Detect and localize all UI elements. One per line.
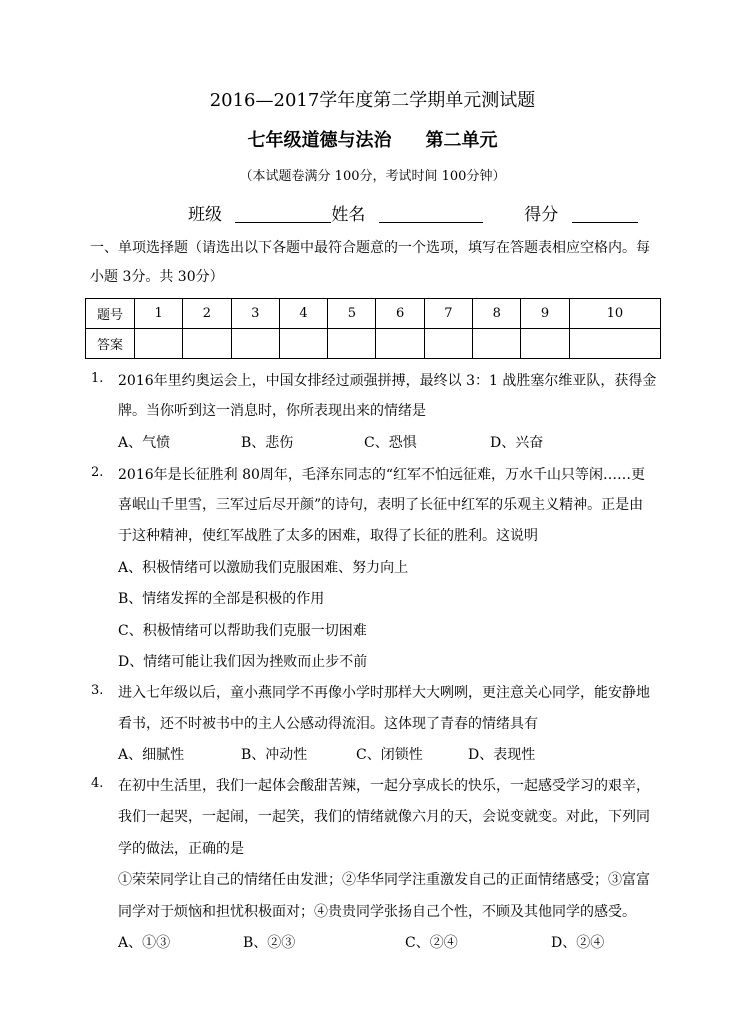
answer-cell[interactable]	[328, 329, 376, 359]
question-3-line: 看书，还不时被书中的主人公感动得流泪。这体现了青春的情绪具有	[118, 716, 538, 732]
question-2-option-a[interactable]: A、积极情绪可以激励我们克服困难、努力向上	[118, 560, 409, 576]
question-4-option-c[interactable]: C、②④	[405, 935, 458, 951]
subtitle-unit: 第二单元	[425, 130, 498, 151]
table-number-cell: 6	[376, 299, 424, 329]
question-1-line: 2016年里约奥运会上，中国女排经过顽强拼搏，最终以 3：1 战胜塞尔维亚队，获得金	[118, 373, 657, 389]
class-blank[interactable]	[235, 206, 331, 223]
question-2-line: 2016年是长征胜利 80周年，毛泽东同志的“红军不怕远征难，万水千山只等闲……更	[118, 467, 646, 483]
table-number-cell: 8	[473, 299, 521, 329]
question-3-number: 3.	[91, 683, 104, 698]
question-1-number: 1.	[91, 371, 104, 386]
table-number-cell: 7	[424, 299, 472, 329]
question-2-line: 于这种精神，使红军战胜了太多的困难，取得了长征的胜利。这说明	[118, 528, 538, 544]
answer-table	[85, 298, 661, 359]
student-info-fields	[188, 200, 638, 225]
subtitle-course: 七年级道德与法治	[247, 130, 392, 151]
answer-cell[interactable]	[569, 329, 660, 359]
answer-cell[interactable]	[279, 329, 327, 359]
question-4-line: 我们一起哭，一起闹，一起笑，我们的情绪就像六月的天，会说变就变。对此，下列同	[118, 809, 650, 825]
table-number-cell: 1	[135, 299, 183, 329]
question-1-option-b[interactable]: B、悲伤	[241, 435, 294, 451]
score-blank[interactable]	[572, 206, 638, 223]
score-label: 得分	[524, 205, 559, 225]
answer-cell[interactable]	[135, 329, 183, 359]
name-label: 姓名	[331, 205, 366, 225]
question-3-option-a[interactable]: A、细腻性	[118, 747, 185, 763]
question-2-option-c[interactable]: C、积极情绪可以帮助我们克服一切困难	[118, 623, 367, 639]
table-number-cell: 2	[183, 299, 231, 329]
question-4-line: 同学对于烦恼和担忧积极面对；④贵贵同学张扬自己个性，不顾及其他同学的感受。	[118, 904, 636, 920]
page-subtitle	[0, 126, 745, 152]
question-1-line: 牌。当你听到这一消息时，你所表现出来的情绪是	[118, 403, 426, 419]
table-number-cell: 5	[328, 299, 376, 329]
answer-cell[interactable]	[231, 329, 279, 359]
section-heading-line1: 一、单项选择题（请选出以下各题中最符合题意的一个选项，填写在答题表相应空格内。每	[90, 240, 650, 256]
question-1-option-d[interactable]: D、兴奋	[490, 435, 544, 451]
answer-cell[interactable]	[424, 329, 472, 359]
question-2-option-b[interactable]: B、情绪发挥的全部是积极的作用	[118, 591, 325, 607]
question-1-option-c[interactable]: C、恐惧	[364, 435, 417, 451]
question-4-line: 学的做法，正确的是	[118, 841, 244, 857]
question-3-option-d[interactable]: D、表现性	[468, 747, 536, 763]
question-3-option-b[interactable]: B、冲动性	[241, 747, 308, 763]
question-4-number: 4.	[91, 776, 104, 791]
table-header-answer: 答案	[86, 329, 135, 359]
table-number-cell: 10	[569, 299, 660, 329]
table-number-cell: 4	[279, 299, 327, 329]
question-4-option-a[interactable]: A、①③	[118, 935, 171, 951]
name-blank[interactable]	[379, 206, 483, 223]
question-2-line: 喜岷山千里雪，三军过后尽开颜”的诗句，表明了长征中红军的乐观主义精神。正是由	[118, 497, 644, 513]
question-4-line: ①荣荣同学让自己的情绪任由发泄；②华华同学注重激发自己的正面情绪感受；③富富	[118, 872, 650, 888]
table-number-cell: 9	[521, 299, 569, 329]
answer-cell[interactable]	[183, 329, 231, 359]
answer-cell[interactable]	[376, 329, 424, 359]
question-3-option-c[interactable]: C、闭锁性	[356, 747, 423, 763]
answer-cell[interactable]	[473, 329, 521, 359]
question-1-option-a[interactable]: A、气愤	[118, 435, 171, 451]
answer-cell[interactable]	[521, 329, 569, 359]
table-header-number: 题号	[86, 299, 135, 329]
question-3-line: 进入七年级以后，童小燕同学不再像小学时那样大大咧咧，更注意关心同学，能安静地	[118, 685, 650, 701]
question-4-option-b[interactable]: B、②③	[243, 935, 296, 951]
question-4-option-d[interactable]: D、②④	[551, 935, 605, 951]
exam-note: （本试题卷满分 100分，考试时间 100分钟）	[239, 169, 506, 184]
question-2-option-d[interactable]: D、情绪可能让我们因为挫败而止步不前	[118, 654, 368, 670]
question-4-line: 在初中生活里，我们一起体会酸甜苦辣，一起分享成长的快乐，一起感受学习的艰辛，	[118, 778, 650, 794]
page-title: 2016—2017学年度第二学期单元测试题	[209, 90, 536, 111]
table-number-cell: 3	[231, 299, 279, 329]
question-2-number: 2.	[91, 465, 104, 480]
section-heading-line2: 小题 3分。共 30分）	[90, 269, 224, 285]
class-label: 班级	[188, 205, 222, 225]
answer-table-number-row	[86, 299, 661, 329]
answer-table-answer-row	[86, 329, 661, 359]
